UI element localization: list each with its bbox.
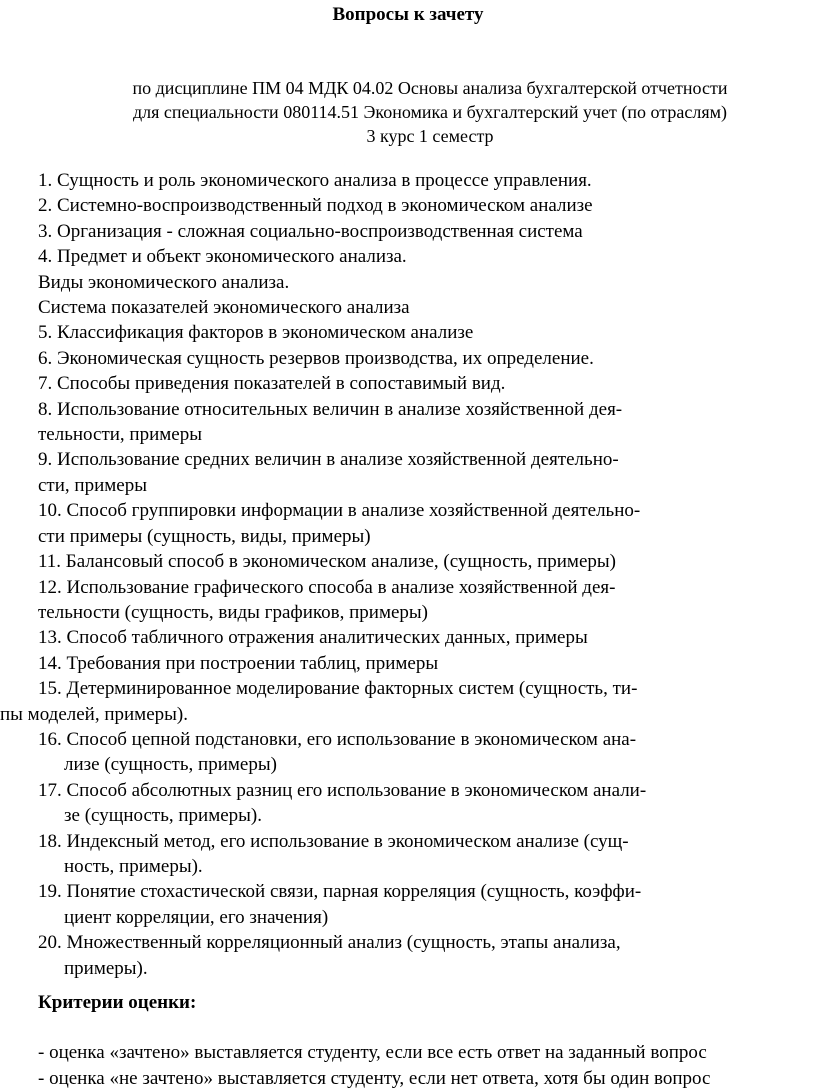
- criteria-item: - оценка «не зачтено» выставляется студенту, если нет ответа, хотя бы один вопрос: [38, 1068, 711, 1089]
- question-line: циент корреляции, его значения): [64, 906, 329, 928]
- question-line: 17. Способ абсолютных разниц его использование в экономическом анали-: [38, 779, 647, 801]
- question-line: тельности, примеры: [38, 424, 202, 446]
- question-line: 3. Организация - сложная социально-воспроизводственная система: [38, 220, 583, 242]
- question-line: 7. Способы приведения показателей в сопоставимый вид.: [38, 373, 506, 395]
- criteria-heading: Критерии оценки:: [38, 992, 197, 1013]
- document-subtitle: [0, 76, 816, 148]
- document-title: Вопросы к зачету: [332, 4, 484, 25]
- question-line: 5. Классификация факторов в экономическом анализе: [38, 322, 474, 344]
- question-line: лизе (сущность, примеры): [64, 754, 277, 776]
- question-line: 9. Использование средних величин в анализе хозяйственной деятельно-: [38, 449, 619, 471]
- question-line: сти примеры (сущность, виды, примеры): [38, 525, 371, 547]
- question-line: 6. Экономическая сущность резервов производства, их определение.: [38, 347, 594, 369]
- question-line: 1. Сущность и роль экономического анализа в процессе управления.: [38, 170, 592, 191]
- question-line: Система показателей экономического анализа: [38, 297, 410, 319]
- question-line: примеры).: [64, 957, 148, 979]
- question-line: сти, примеры: [38, 474, 147, 496]
- criteria-list: [38, 1040, 710, 1092]
- question-line: 8. Использование относительных величин в анализе хозяйственной дея-: [38, 398, 623, 420]
- subtitle-line: по дисциплине ПМ 04 МДК 04.02 Основы анализа бухгалтерской отчетности: [132, 78, 728, 98]
- question-line: 19. Понятие стохастической связи, парная корреляция (сущность, коэффи-: [38, 881, 642, 903]
- criteria-item: - оценка «зачтено» выставляется студенту, если все есть ответ на заданный вопрос: [38, 1042, 707, 1063]
- question-line: 20. Множественный корреляционный анализ (сущность, этапы анализа,: [38, 932, 621, 954]
- question-line: 2. Системно-воспроизводственный подход в экономическом анализе: [38, 195, 593, 217]
- question-line: 11. Балансовый способ в экономическом анализе, (сущность, примеры): [38, 551, 616, 573]
- question-line: зе (сущность, примеры).: [64, 805, 263, 827]
- questions-list: [0, 168, 816, 981]
- question-line: 14. Требования при построении таблиц, примеры: [38, 652, 439, 674]
- question-line: 18. Индексный метод, его использование в экономическом анализе (сущ-: [38, 830, 629, 852]
- subtitle-line: 3 курс 1 семестр: [366, 126, 494, 146]
- subtitle-line: для специальности 080114.51 Экономика и бухгалтерский учет (по отраслям): [132, 102, 727, 122]
- question-line: 12. Использование графического способа в анализе хозяйственной дея-: [38, 576, 616, 598]
- question-line: 16. Способ цепной подстановки, его использование в экономическом ана-: [38, 728, 637, 750]
- question-line: 15. Детерминированное моделирование факторных систем (сущность, ти-: [38, 678, 638, 700]
- question-line: 13. Способ табличного отражения аналитических данных, примеры: [38, 627, 588, 649]
- question-line: Виды экономического анализа.: [38, 271, 290, 293]
- question-line: тельности (сущность, виды графиков, примеры): [38, 601, 429, 623]
- question-line: пы моделей, примеры).: [0, 703, 188, 725]
- question-line: ность, примеры).: [64, 855, 203, 877]
- question-line: 10. Способ группировки информации в анализе хозяйственной деятельно-: [38, 500, 641, 522]
- question-line: 4. Предмет и объект экономического анализа.: [38, 246, 407, 268]
